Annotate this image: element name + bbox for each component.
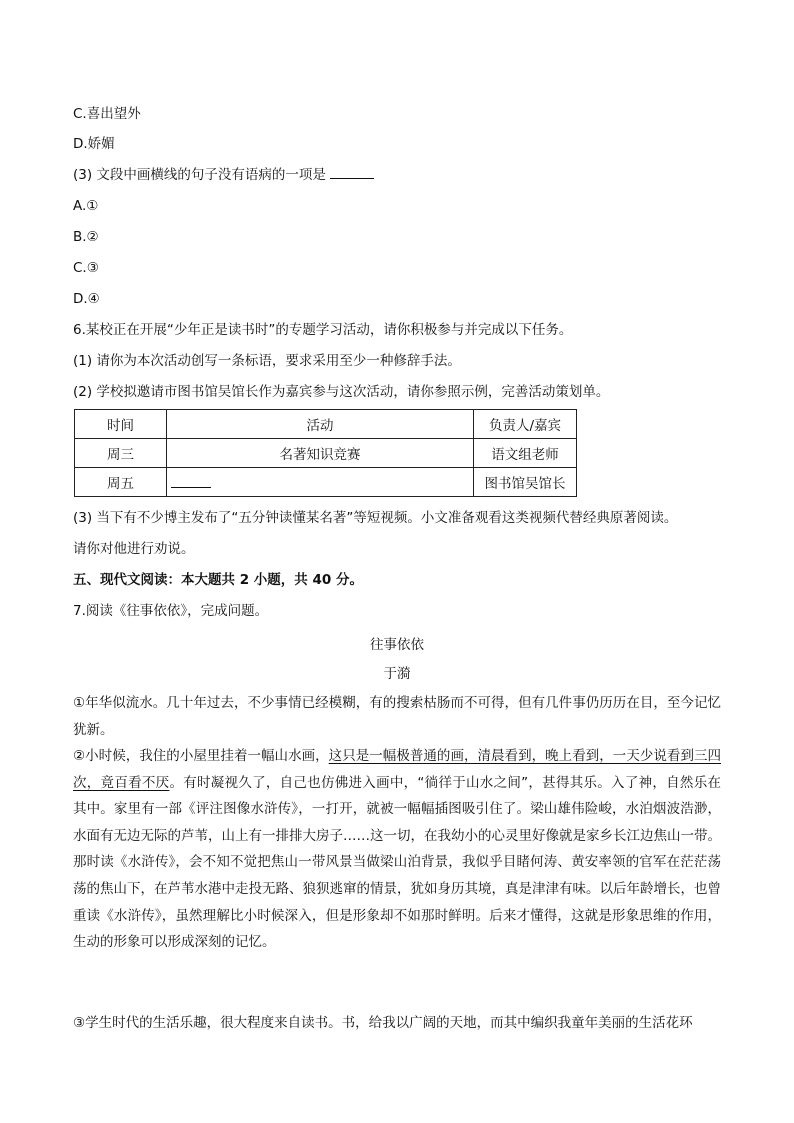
row2-person: 图书馆吴馆长 [474,468,577,497]
passage-author: 于漪 [383,666,411,682]
question-6-sub2: (2) 学校拟邀请市图书馆吴馆长作为嘉宾参与这次活动，请你参照示例，完善活动策划单。 [73,384,610,400]
table-row [75,468,577,497]
header-activity: 活动 [167,410,474,439]
option-d-top: D.娇媚 [73,136,115,152]
table-row [75,439,577,468]
header-person: 负责人/嘉宾 [474,410,577,439]
q3-option-b: B.② [73,229,99,245]
row1-person: 语文组老师 [474,439,577,468]
question-3-stem-text: (3) 文段中画横线的句子没有语病的一项是 [73,167,326,183]
p2-lead: ②小时候，我住的小屋里挂着一幅山水画， [73,748,329,764]
question-6-stem: 6.某校正在开展“少年正是读书时”的专题学习活动，请你积极参与并完成以下任务。 [73,322,573,338]
question-6-sub3-line2: 请你对他进行劝说。 [73,541,195,557]
option-c-top: C.喜出望外 [73,106,141,122]
header-time: 时间 [75,410,167,439]
row1-activity: 名著知识竞赛 [167,439,474,468]
row2-time: 周五 [75,468,167,497]
q3-option-c: C.③ [73,260,99,276]
passage-paragraph-3: ③学生时代的生活乐趣，很大程度来自读书。书，给我以广阔的天地，而其中编织我童年美丽的生活花环 [73,1015,693,1031]
question-7-stem: 7.阅读《往事依依》，完成问题。 [73,603,269,619]
question-6-sub3-line1: (3) 当下有不少博主发布了“五分钟读懂某名著”等短视频。小文准备观看这类视频代替经典原著阅读。 [73,510,678,526]
q3-option-d: D.④ [73,291,100,307]
passage-paragraph-1: ①年华似流水。几十年过去，不少事情已经模糊，有的搜索枯肠而不可得，但有几件事仍历历在目，至今记忆犹新。 [73,695,721,738]
activity-blank[interactable] [171,473,211,488]
table-header-row [75,410,577,439]
row2-activity-cell [167,468,474,497]
p2-underlined-sentence: 这只是一幅极普通的画，清晨看到，晚上看到，一天少说看到三四次，竟百看不厌 [73,748,721,791]
p2-rest: 。有时凝视久了，自己也仿佛进入画中，“徜徉于山水之间”，甚得其乐。入了神，自然乐在其中。家里有一部《评注图像水浒传》，一打开，就被一幅幅插图吸引住了。梁山雄伟险峻，水泊烟波浩渺，水面有无边无际的芦苇，山上有一排排大房子……这一切，在我幼小的心灵里好像就是家乡长江边焦山一带。那时读《水浒传》，会不知不觉把焦山一带风景当做梁山泊背景，我似乎目睹何涛、黄安率领的官军在茫茫荡荡的焦山下，在芦苇水港中走投无路、狼狈逃窜的情景，犹如身历其境，真是津津有味。以后年龄增长，也曾重读《水浒传》，虽然理解比小时候深入，但是形象却不如那时鲜明。后来才懂得，这就是形象思维的作用，生动的形象可以形成深刻的记忆。 [73,774,721,951]
passage-title: 往事依依 [370,637,424,653]
question-3-stem [73,165,374,185]
row1-time: 周三 [75,439,167,468]
activity-plan-table [74,409,577,497]
section-5-heading: 五、现代文阅读：本大题共 2 小题，共 40 分。 [73,572,363,588]
answer-blank[interactable] [330,166,374,179]
passage-paragraph-2 [73,743,721,956]
question-6-sub1: (1) 请你为本次活动创写一条标语，要求采用至少一种修辞手法。 [73,353,461,369]
q3-option-a: A.① [73,198,99,214]
